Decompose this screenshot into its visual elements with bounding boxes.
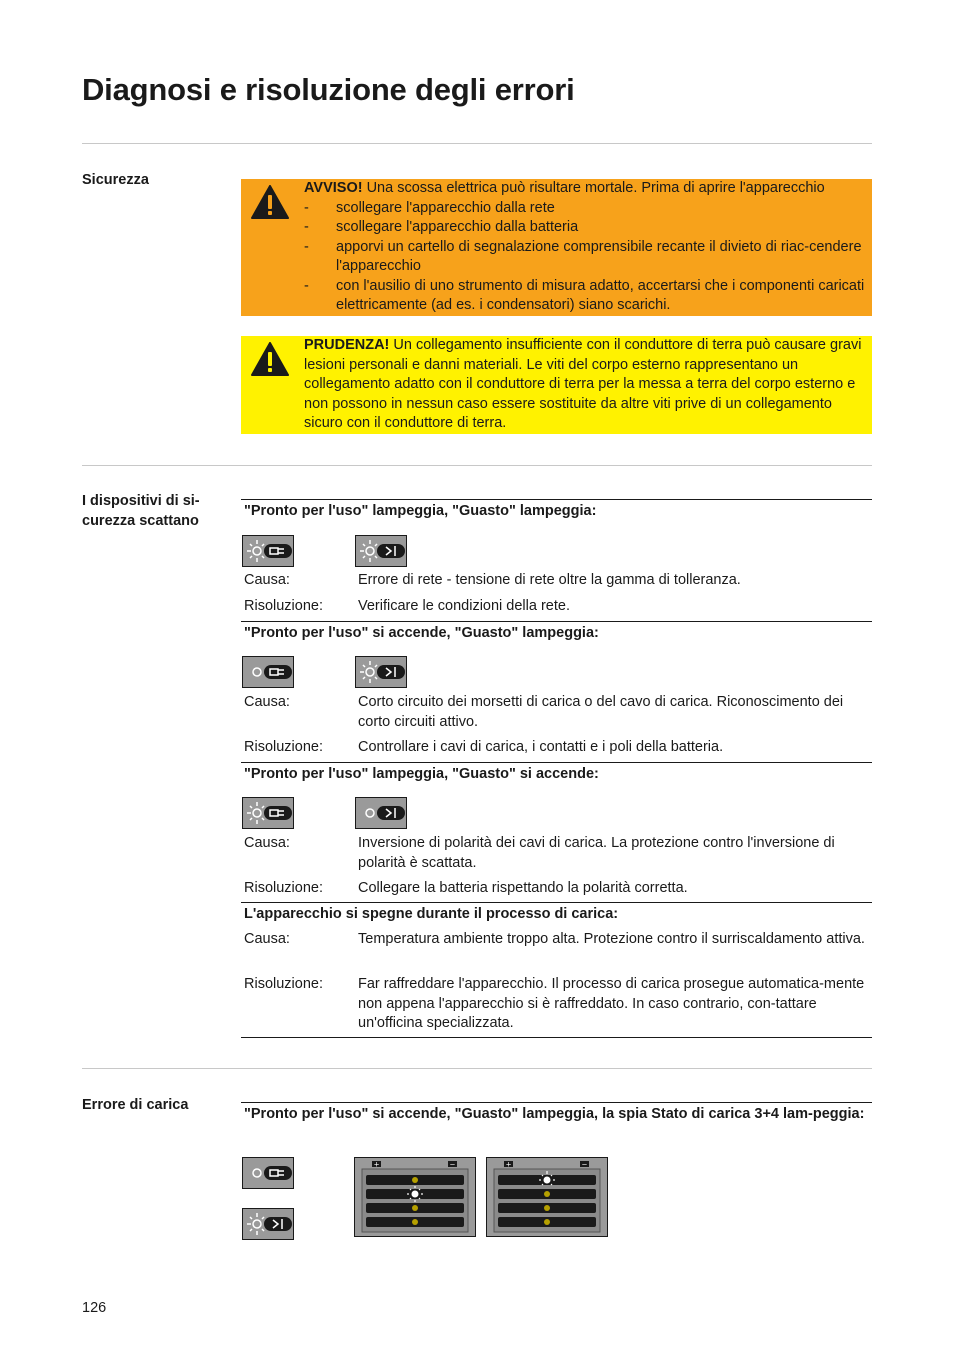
section-label-protection: I dispositivi di si-curezza scattano bbox=[82, 493, 200, 529]
table-rule bbox=[241, 1037, 872, 1038]
battery-charge-panel-icon bbox=[354, 1157, 476, 1237]
section-label-safety: Sicurezza bbox=[82, 172, 149, 188]
warning-keyword: AVVISO! bbox=[304, 180, 363, 196]
divider bbox=[82, 143, 872, 144]
list-item: - con l'ausilio di uno strumento di misura adatto, accertarsi che i componenti caricati elettricamente (ad es. i condensatori) siano scarichi. bbox=[304, 277, 865, 313]
case-heading: "Pronto per l'uso" si accende, "Guasto" lampeggia, la spia Stato di carica 3+4 lam-peggia: bbox=[244, 1106, 865, 1122]
table-rule bbox=[241, 621, 872, 622]
ready-plug-icon bbox=[242, 656, 294, 688]
divider bbox=[82, 465, 872, 466]
ready-plug-icon bbox=[242, 535, 294, 567]
solution-row: Risoluzione: Far raffreddare l'apparecchio. Il processo di carica prosegue automatica-mente non appena l'apparecchio si è raffreddato. In caso contrario, con-tattare un'officina specializzata. bbox=[244, 976, 865, 1031]
solution-row: Risoluzione: Controllare i cavi di carica, i contatti e i poli della batteria. bbox=[244, 739, 724, 755]
fault-wrench-icon bbox=[355, 656, 407, 688]
divider bbox=[82, 1068, 872, 1069]
case-heading: "Pronto per l'uso" si accende, "Guasto" lampeggia: bbox=[244, 625, 599, 641]
section-label-charge-error: Errore di carica bbox=[82, 1097, 189, 1113]
page-title: Diagnosi e risoluzione degli errori bbox=[82, 72, 575, 107]
solution-row: Risoluzione: Collegare la batteria rispettando la polarità corretta. bbox=[244, 880, 688, 896]
svg-text:−: − bbox=[581, 1160, 588, 1169]
list-item: - scollegare l'apparecchio dalla batteria bbox=[304, 219, 579, 235]
cause-row: Causa: Errore di rete - tensione di rete oltre la gamma di tolleranza. bbox=[244, 572, 741, 588]
svg-text:+: + bbox=[373, 1160, 380, 1169]
svg-text:−: − bbox=[449, 1160, 456, 1169]
case-heading: "Pronto per l'uso" lampeggia, "Guasto" lampeggia: bbox=[244, 503, 597, 519]
caution-text: Un collegamento insufficiente con il conduttore di terra può causare gravi lesioni personali e danni materiali. Le viti del corpo esterno rappresentano un collegamento adatto con il conduttore di terra per la messa a terra del corpo esterno e non possono in nessun caso essere sostituite da altre viti prive di un collegamento sicuro con il conduttore di terra. bbox=[304, 337, 862, 431]
cause-row: Causa: Temperatura ambiente troppo alta. Protezione contro il surriscaldamento attiva. bbox=[244, 931, 865, 947]
table-rule bbox=[241, 1102, 872, 1103]
fault-wrench-icon bbox=[355, 797, 407, 829]
page-number: 126 bbox=[82, 1300, 107, 1316]
caution-keyword: PRUDENZA! bbox=[304, 337, 390, 353]
warning-triangle-icon bbox=[251, 342, 289, 376]
fault-wrench-icon bbox=[242, 1208, 294, 1240]
table-rule bbox=[241, 762, 872, 763]
caution-box bbox=[241, 336, 872, 434]
table-rule bbox=[241, 902, 872, 903]
warning-box bbox=[241, 179, 872, 316]
solution-row: Risoluzione: Verificare le condizioni della rete. bbox=[244, 598, 570, 614]
list-item: - apporvi un cartello di segnalazione comprensibile recante il divieto di riac-cendere l'apparecchio bbox=[304, 238, 862, 274]
cause-row: Causa: Inversione di polarità dei cavi di carica. La protezione contro l'inversione di polarità è scattata. bbox=[244, 835, 835, 871]
cause-row: Causa: Corto circuito dei morsetti di carica o del cavo di carica. Riconoscimento dei corto circuiti attivo. bbox=[244, 694, 844, 730]
case-heading: L'apparecchio si spegne durante il processo di carica: bbox=[244, 906, 619, 922]
battery-charge-panel-icon bbox=[486, 1157, 608, 1237]
list-item: - scollegare l'apparecchio dalla rete bbox=[304, 199, 555, 216]
table-rule bbox=[241, 499, 872, 500]
ready-plug-icon bbox=[242, 1157, 294, 1189]
ready-plug-icon bbox=[242, 797, 294, 829]
svg-text:+: + bbox=[505, 1160, 512, 1169]
warning-text: Una scossa elettrica può risultare mortale. Prima di aprire l'apparecchio bbox=[362, 180, 825, 196]
fault-wrench-icon bbox=[355, 535, 407, 567]
case-heading: "Pronto per l'uso" lampeggia, "Guasto" si accende: bbox=[244, 766, 599, 782]
warning-triangle-icon bbox=[251, 185, 289, 219]
